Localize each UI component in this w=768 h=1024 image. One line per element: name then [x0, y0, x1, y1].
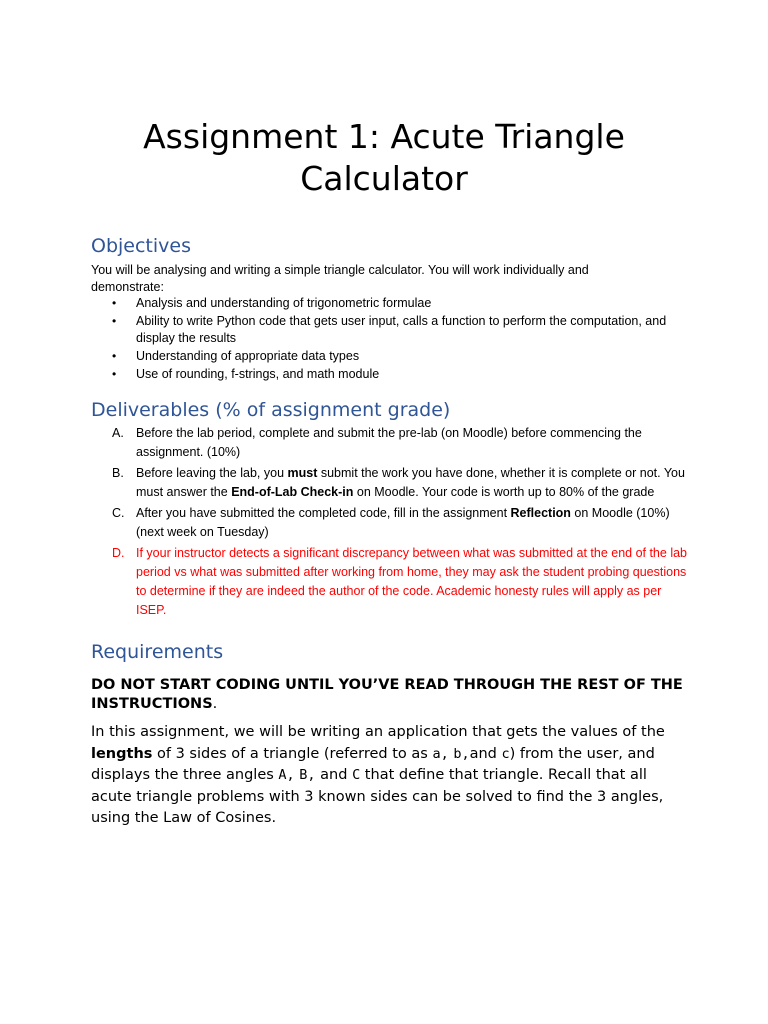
bullet-icon: • — [112, 296, 117, 310]
deliverables-list — [91, 424, 691, 622]
list-marker: D. — [112, 546, 125, 560]
list-item: • Ability to write Python code that gets user input, calls a function to perform the computation, and display the results — [112, 314, 667, 345]
requirements-paragraph: In this assignment, we will be writing an application that gets the values of the lengths of 3 sides of a triangle (referred to as a, b,and c) from the user, and displays the three angles A, B, and C that define that triangle. Recall that all acute triangle problems with 3 known sides can be solved to find the 3 angles, using the Law of Cosines. — [91, 724, 665, 826]
deliverables-heading: Deliverables (% of assignment grade) — [91, 399, 451, 421]
list-item-warning: D. If your instructor detects a significant discrepancy between what was submitted at the end of the lab period vs what was submitted after working from home, they may ask the student probing questions to determine if they are indeed the author of the code. Academic honesty rules will apply as per ISEP. — [112, 546, 687, 617]
requirements-heading: Requirements — [91, 641, 224, 663]
objectives-list — [91, 295, 681, 384]
list-item: • Use of rounding, f-strings, and math module — [112, 367, 380, 381]
requirements-warning: DO NOT START CODING UNTIL YOU’VE READ THROUGH THE REST OF THE INSTRUCTIONS. — [91, 677, 683, 712]
bullet-icon: • — [112, 367, 117, 381]
list-item: • Understanding of appropriate data types — [112, 349, 360, 363]
list-marker: A. — [112, 426, 124, 440]
list-item: B. Before leaving the lab, you must submit the work you have done, whether it is complete or not. You must answer the End-of-Lab Check-in on Moodle. Your code is worth up to 80% of the grade — [112, 466, 685, 499]
list-marker: B. — [112, 466, 124, 480]
document-title: Assignment 1: Acute Triangle Calculator — [143, 117, 625, 199]
list-item: A. Before the lab period, complete and submit the pre-lab (on Moodle) before commencing the assignment. (10%) — [112, 426, 642, 459]
list-item: • Analysis and understanding of trigonometric formulae — [112, 296, 432, 310]
objectives-intro: You will be analysing and writing a simple triangle calculator. You will work individually and demonstrate: — [91, 263, 589, 294]
bullet-icon: • — [112, 349, 117, 363]
list-marker: C. — [112, 506, 125, 520]
bullet-icon: • — [112, 314, 117, 328]
objectives-heading: Objectives — [91, 235, 191, 257]
list-item: C. After you have submitted the completed code, fill in the assignment Reflection on Moodle (10%) (next week on Tuesday) — [112, 506, 670, 539]
